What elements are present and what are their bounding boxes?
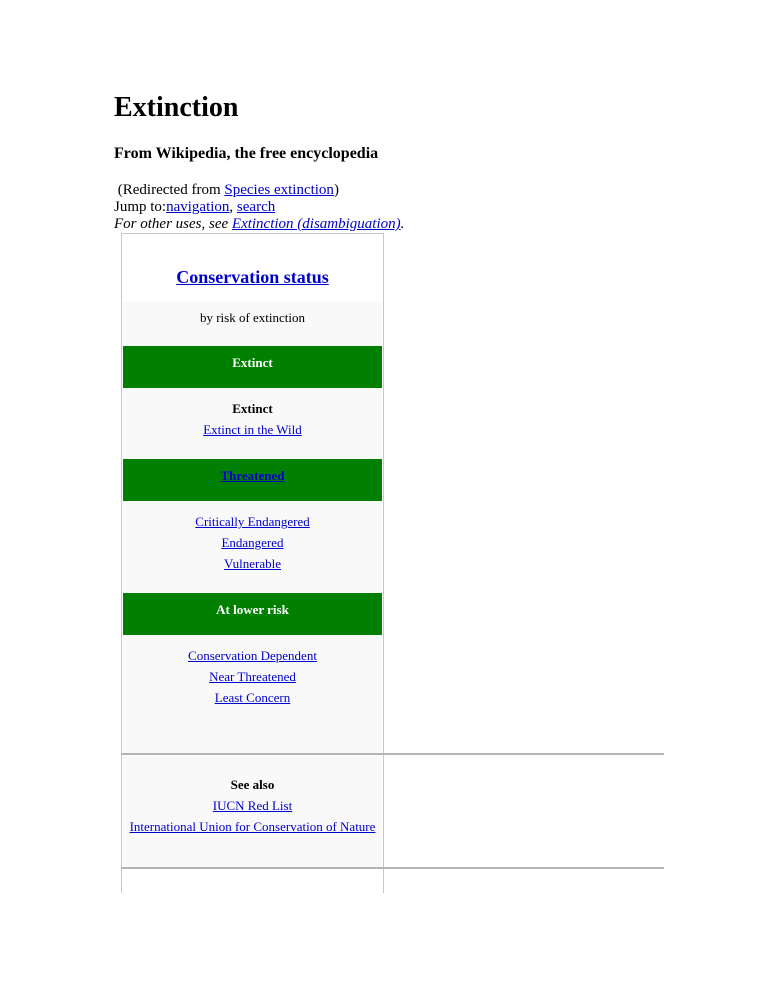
- page-title: Extinction: [114, 92, 239, 123]
- divider: [121, 867, 664, 869]
- section-body-extinct: [123, 388, 382, 459]
- see-also-section: [123, 756, 382, 868]
- section-header-label: Extinct: [232, 355, 273, 370]
- list-item-conservation-dependent[interactable]: Conservation Dependent: [188, 648, 317, 663]
- infobox-right-border: [383, 233, 384, 893]
- see-also-label: See also: [230, 777, 275, 792]
- other-uses-prefix: For other uses, see: [114, 216, 232, 232]
- disambiguation-link[interactable]: Extinction (disambiguation): [231, 216, 401, 232]
- section-header-label: At lower risk: [216, 602, 289, 617]
- section-header-threatened: [123, 459, 382, 501]
- redirect-link[interactable]: Species extinction: [224, 182, 334, 198]
- list-item-vulnerable[interactable]: Vulnerable: [224, 556, 281, 571]
- list-item-near-threatened[interactable]: Near Threatened: [209, 669, 296, 684]
- list-item-endangered[interactable]: Endangered: [221, 535, 284, 550]
- infobox-subtitle: by risk of extinction: [199, 310, 306, 325]
- list-item-least-concern[interactable]: Least Concern: [214, 690, 291, 705]
- see-also-iucn-red-list[interactable]: IUCN Red List: [212, 798, 293, 813]
- jump-prefix: Jump to:: [114, 199, 167, 215]
- see-also-iucn[interactable]: International Union for Conservation of Nature: [129, 819, 376, 834]
- infobox-left-border: [121, 233, 122, 893]
- conservation-status-link[interactable]: Conservation status: [176, 267, 329, 287]
- section-body-lower-risk: [123, 635, 382, 754]
- jump-to: [114, 198, 275, 216]
- section-body-threatened: [123, 501, 382, 593]
- list-item-critically-endangered[interactable]: Critically Endangered: [195, 514, 310, 529]
- infobox-title-row: [123, 262, 382, 302]
- infobox-top-border: [121, 233, 384, 234]
- page-subtitle: From Wikipedia, the free encyclopedia: [114, 145, 379, 162]
- jump-navigation-link[interactable]: navigation: [166, 199, 230, 215]
- section-header-extinct: [123, 346, 382, 388]
- jump-separator: ,: [229, 199, 237, 215]
- section-header-lower-risk: [123, 593, 382, 635]
- infobox-subtitle-row: [123, 302, 382, 346]
- redirect-suffix: ): [333, 182, 339, 198]
- redirect-note: [114, 181, 339, 199]
- list-item-extinct: Extinct: [232, 401, 273, 416]
- threatened-link[interactable]: Threatened: [220, 468, 285, 483]
- other-uses-hatnote: [114, 215, 404, 233]
- divider: [121, 753, 664, 755]
- redirect-prefix: (Redirected from: [117, 182, 225, 198]
- jump-search-link[interactable]: search: [236, 199, 276, 215]
- other-uses-suffix: .: [400, 216, 405, 232]
- list-item-extinct-in-the-wild[interactable]: Extinct in the Wild: [203, 422, 302, 437]
